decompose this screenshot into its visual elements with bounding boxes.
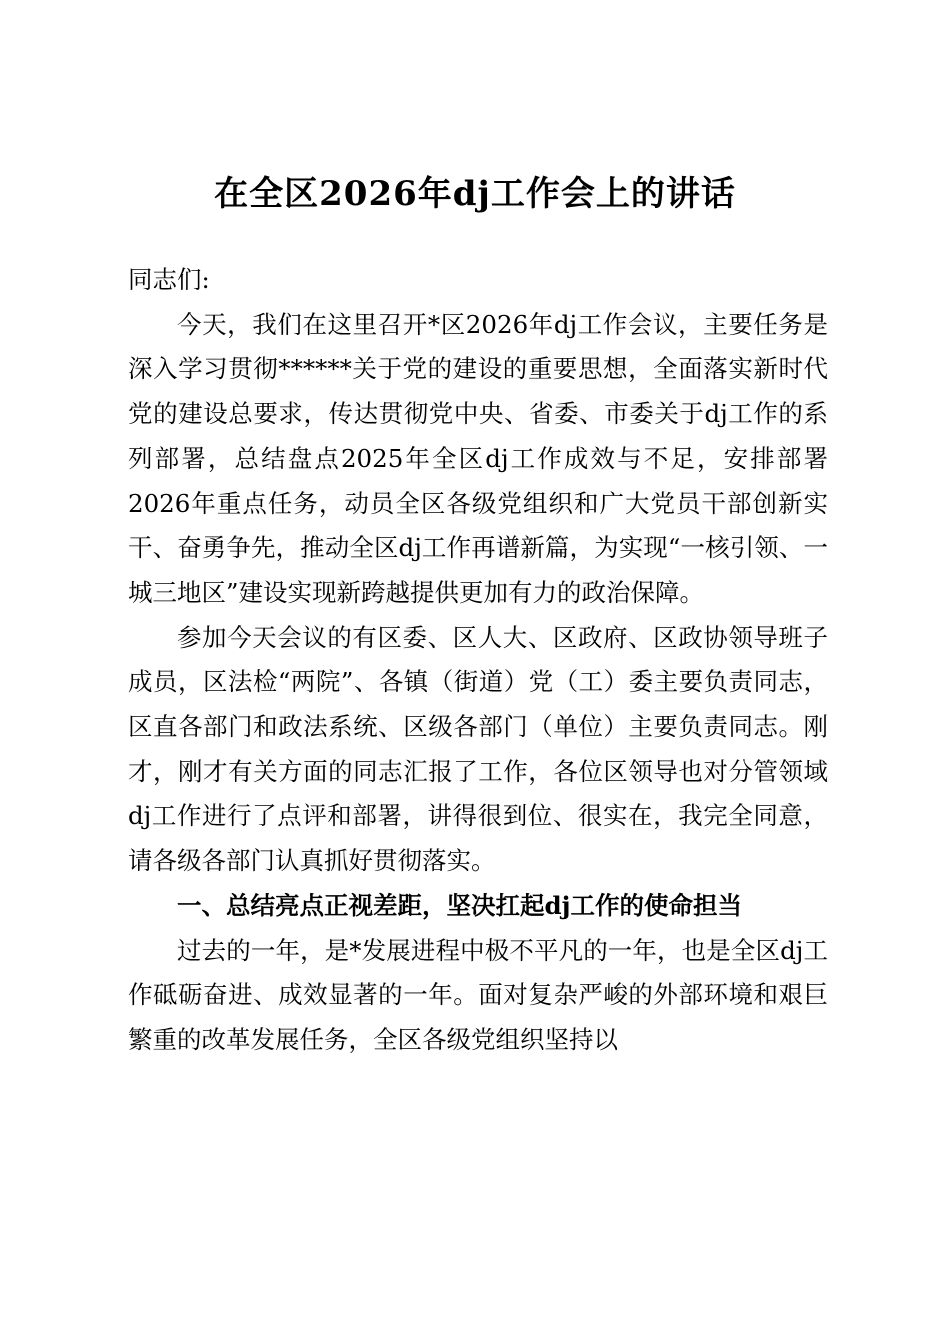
paragraph-opening: 今天，我们在这里召开*区2026年dj工作会议，主要任务是深入学习贯彻******关于党的建设的重要思想，全面落实新时代党的建设总要求，传达贯彻党中央、省委、市委关于dj工作的系列部署，总结盘点2025年全区dj工作成效与不足，安排部署2026年重点任务，动员全区各级党组织和广大党员干部创新实干、奋勇争先，推动全区dj工作再谱新篇，为实现“一核引领、一城三地区”建设实现新跨越提供更加有力的政治保障。	[128, 309, 828, 607]
document-title: 在全区2026年dj工作会上的讲话	[214, 174, 736, 214]
document-body	[128, 258, 828, 1063]
paragraph-section-one: 过去的一年，是*发展进程中极不平凡的一年，也是全区dj工作砥砺奋进、成效显著的一年。面对复杂严峻的外部环境和艰巨繁重的改革发展任务，全区各级党组织坚持以	[128, 935, 828, 1054]
section-heading: 一、总结亮点正视差距，坚决扛起dj工作的使命担当	[177, 890, 742, 920]
paragraph-attendees: 参加今天会议的有区委、区人大、区政府、区政协领导班子成员，区法检“两院”、各镇（街道）党（工）委主要负责同志，区直各部门和政法系统、区级各部门（单位）主要负责同志。刚才，刚才有关方面的同志汇报了工作，各位区领导也对分管领域dj工作进行了点评和部署，讲得很到位、很实在，我完全同意，请各级各部门认真抓好贯彻落实。	[128, 622, 828, 876]
salutation: 同志们:	[128, 265, 210, 294]
